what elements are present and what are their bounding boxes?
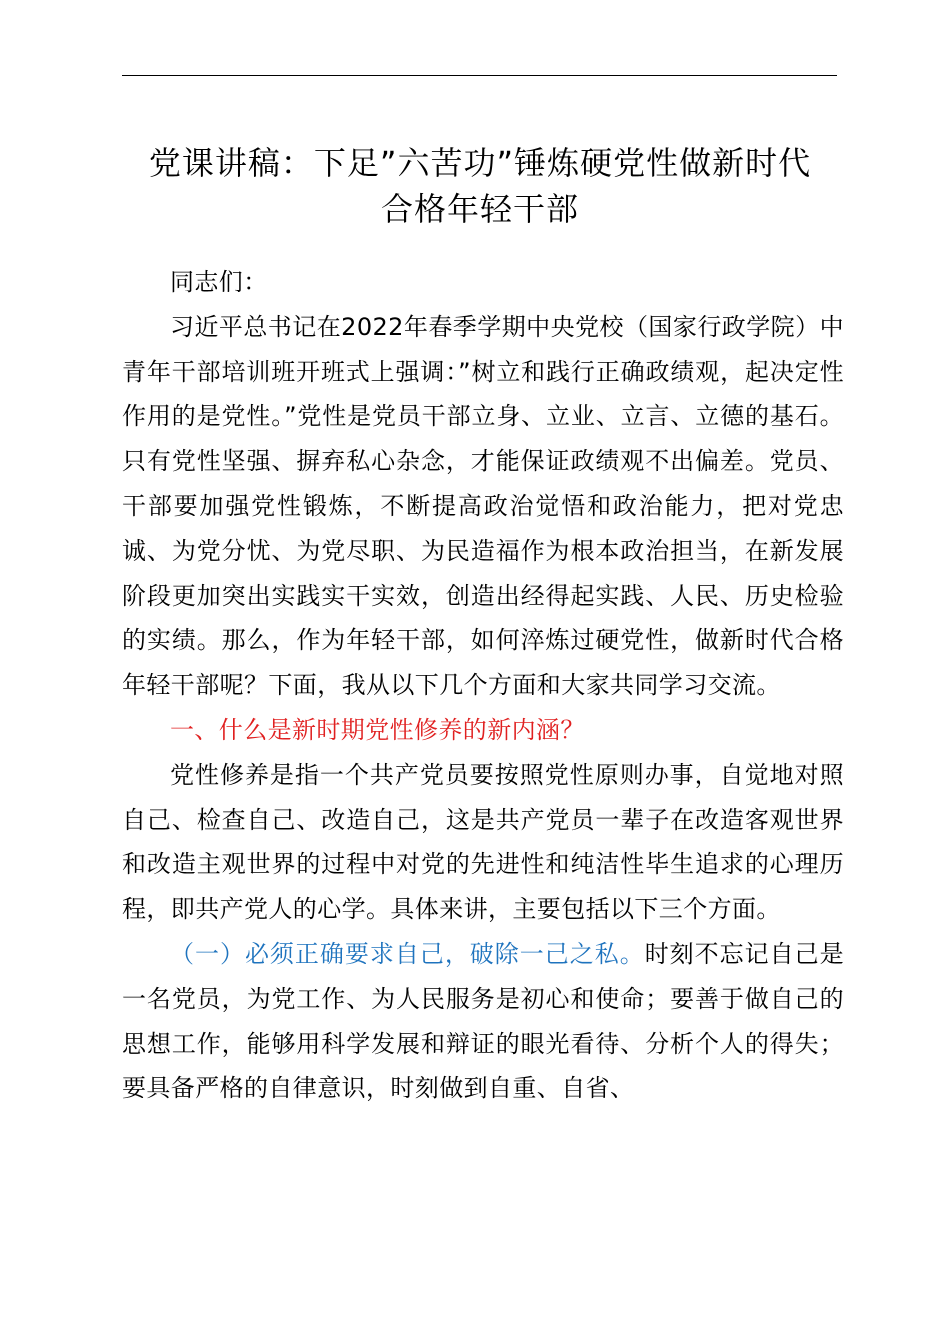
title-line-1: 党课讲稿：下足”六苦功”锤炼硬党性做新时代 [148,144,812,182]
subsection-text-1: 时刻不忘记自己是一名党员，为党工作、为人民服务是初心和使命；要善于做自己的思想工作，能够用科学发展和辩证的眼光看待、分析个人的得失；要具备严格的自律意识，时刻做到自重、自省、 [122,939,844,1103]
paragraph-intro: 习近平总书记在2022年春季学期中央党校（国家行政学院）中青年干部培训班开班式上强调：”树立和践行正确政绩观，起决定性作用的是党性。”党性是党员干部立身、立业、立言、立德的基石。只有党性坚强、摒弃私心杂念，才能保证政绩观不出偏差。党员、干部要加强党性锻炼，不断提高政治觉悟和政治能力，把对党忠诚、为党分忧、为党尽职、为民造福作为根本政治担当，在新发展阶段更加突出实践实干实效，创造出经得起实践、人民、历史检验的实绩。那么，作为年轻干部，如何淬炼过硬党性，做新时代合格年轻干部呢？下面，我从以下几个方面和大家共同学习交流。 [122,312,844,700]
document-title [110,140,850,232]
greeting: 同志们： [170,268,268,296]
document-body [122,260,844,1111]
paragraph-subsection-1 [122,932,844,1111]
title-line-2: 合格年轻干部 [380,190,579,228]
header-rule [122,75,837,76]
subsection-heading-1: （一）必须正确要求自己，破除一己之私。 [170,939,645,968]
section-heading-1: 一、什么是新时期党性修养的新内涵？ [170,715,585,744]
paragraph-section-1: 党性修养是指一个共产党员要按照党性原则办事，自觉地对照自己、检查自己、改造自己，这是共产党员一辈子在改造客观世界和改造主观世界的过程中对党的先进性和纯洁性毕生追求的心理历程，即共产党人的心学。具体来讲，主要包括以下三个方面。 [122,760,844,924]
